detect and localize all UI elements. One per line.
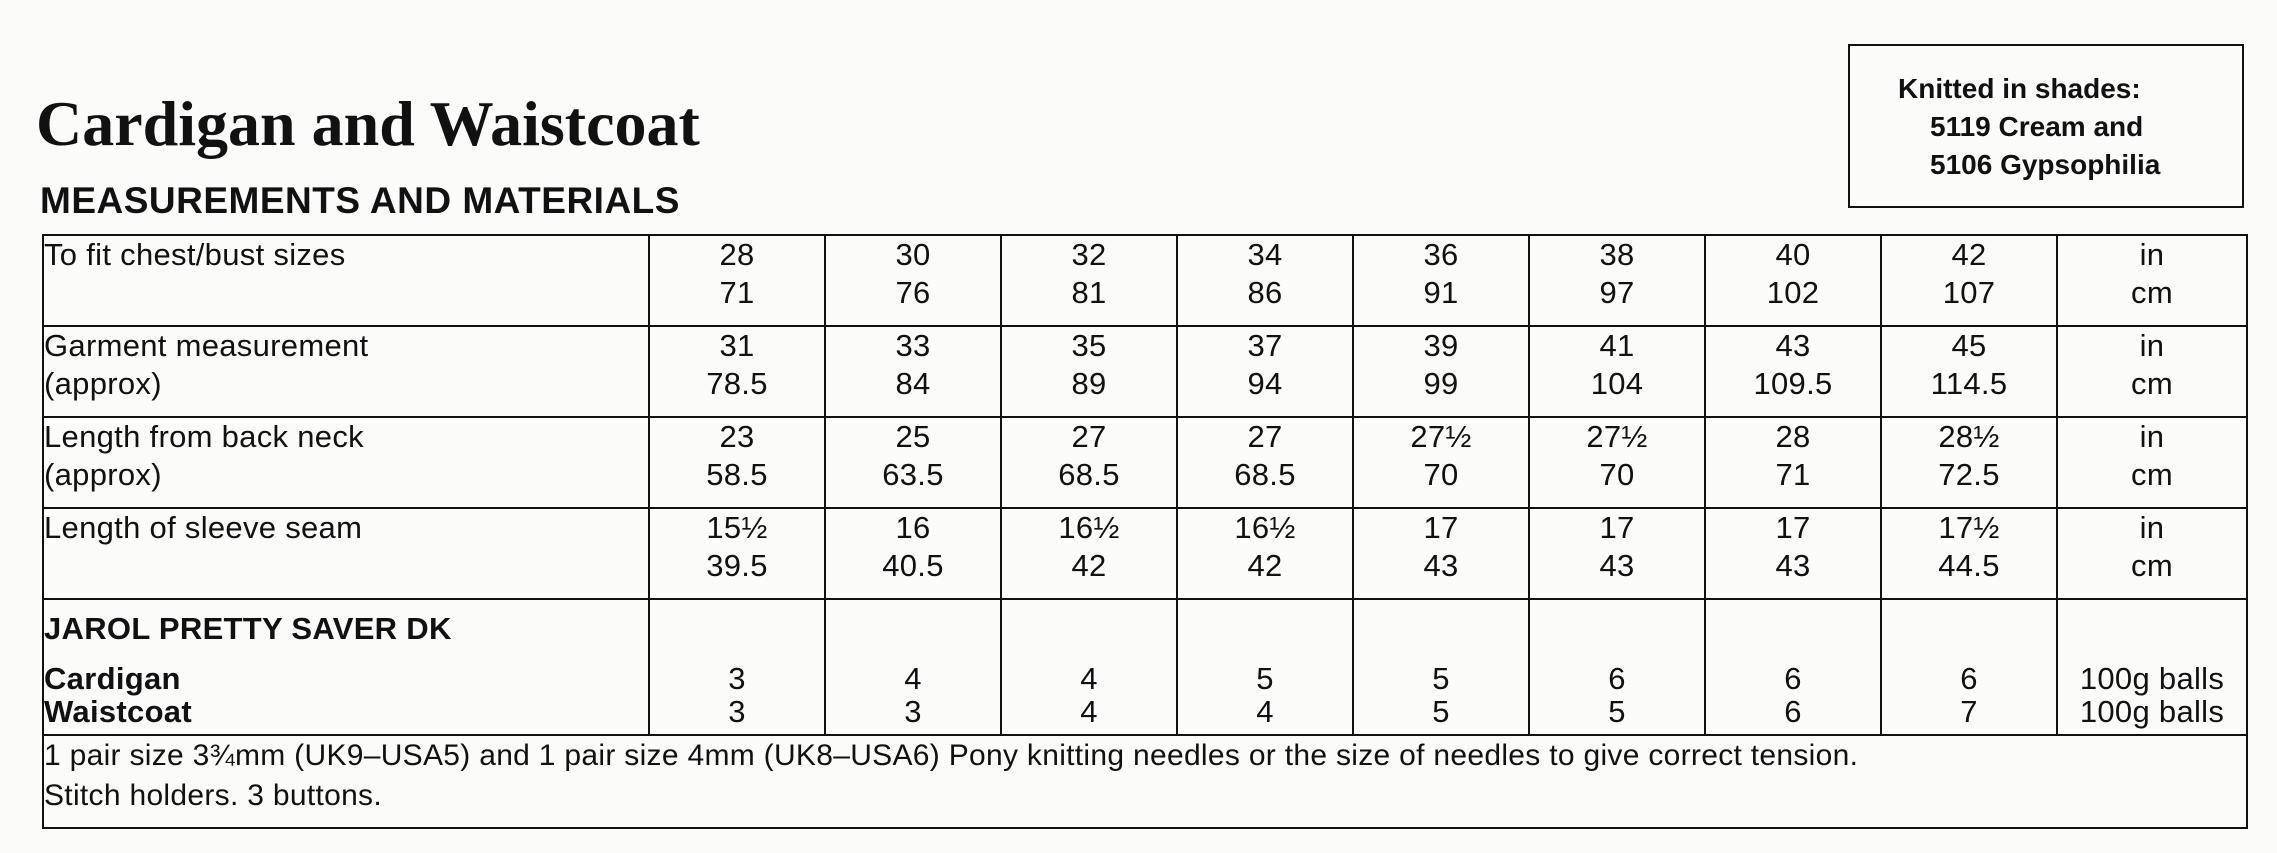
value-in: 30: [895, 237, 931, 272]
size-cell: [649, 508, 825, 599]
section-heading: MEASUREMENTS AND MATERIALS: [40, 180, 680, 221]
size-cell: [825, 508, 1001, 599]
value-in: 25: [895, 419, 931, 454]
sleeve-seam-row: [43, 508, 2247, 599]
size-cell: [1177, 508, 1353, 599]
size-cell: [1353, 326, 1529, 417]
unit-label: in: [2139, 419, 2165, 454]
unit-label: 100g balls: [2079, 694, 2225, 729]
size-cell: [825, 417, 1001, 508]
value-in: 41: [1599, 328, 1635, 363]
row-label: (approx): [44, 457, 162, 492]
measurements-table: [42, 234, 2248, 829]
value-in: 39: [1423, 328, 1459, 363]
yarn-cell: [1177, 599, 1353, 735]
yarn-item-waistcoat: Waistcoat: [44, 694, 192, 729]
unit-cell: [2057, 508, 2247, 599]
unit-cell: [2057, 417, 2247, 508]
unit-label: in: [2139, 237, 2165, 272]
row-label-cell: [43, 235, 649, 326]
unit-label: 100g balls: [2079, 661, 2225, 696]
value-cm: 70: [1423, 457, 1459, 492]
yarn-value: 5: [1432, 661, 1450, 696]
value-in: 36: [1423, 237, 1459, 272]
unit-label: in: [2139, 328, 2165, 363]
yarn-name: JAROL PRETTY SAVER DK: [44, 611, 452, 646]
value-cm: 68.5: [1234, 457, 1296, 492]
size-cell: [649, 417, 825, 508]
shade-cream: 5119 Cream and: [1930, 111, 2144, 142]
yarn-value: 5: [1608, 694, 1626, 729]
size-cell: [1705, 508, 1881, 599]
yarn-cell: [825, 599, 1001, 735]
value-cm: 78.5: [706, 366, 768, 401]
value-in: 17: [1599, 510, 1635, 545]
page-title: Cardigan and Waistcoat: [36, 88, 700, 159]
value-in: 35: [1071, 328, 1107, 363]
value-in: 17: [1775, 510, 1811, 545]
row-label: Length from back neck: [44, 419, 364, 454]
shade-gypsophilia: 5106 Gypsophilia: [1930, 149, 2161, 180]
value-in: 45: [1951, 328, 1987, 363]
back-neck-length-row: [43, 417, 2247, 508]
value-in: 42: [1951, 237, 1987, 272]
size-cell: [1001, 235, 1177, 326]
value-in: 28: [1775, 419, 1811, 454]
yarn-item-cardigan: Cardigan: [44, 661, 181, 696]
value-cm: 109.5: [1753, 366, 1833, 401]
value-in: 23: [719, 419, 755, 454]
yarn-label-cell: [43, 599, 649, 735]
value-cm: 44.5: [1938, 548, 2000, 583]
value-cm: 71: [719, 275, 755, 310]
yarn-value: 4: [1080, 694, 1098, 729]
value-in: 34: [1247, 237, 1283, 272]
row-label: Length of sleeve seam: [44, 510, 363, 545]
value-cm: 114.5: [1930, 366, 2008, 401]
yarn-value: 6: [1784, 661, 1802, 696]
value-in: 16½: [1234, 510, 1296, 545]
size-cell: [825, 326, 1001, 417]
value-in: 15½: [706, 510, 768, 545]
yarn-cell: [1001, 599, 1177, 735]
unit-cell: [2057, 326, 2247, 417]
shades-heading: Knitted in shades:: [1898, 73, 2141, 104]
size-cell: [649, 326, 825, 417]
value-cm: 76: [895, 275, 931, 310]
yarn-value: 4: [904, 661, 922, 696]
value-in: 27: [1071, 419, 1107, 454]
value-cm: 84: [895, 366, 931, 401]
value-cm: 104: [1590, 366, 1644, 401]
size-cell: [1881, 326, 2057, 417]
size-cell: [1177, 417, 1353, 508]
value-in: 31: [719, 328, 755, 363]
yarn-cell: [649, 599, 825, 735]
value-in: 40: [1775, 237, 1811, 272]
chest-size-row: [43, 235, 2247, 326]
yarn-value: 7: [1960, 694, 1978, 729]
value-cm: 63.5: [882, 457, 944, 492]
value-in: 17½: [1938, 510, 2000, 545]
value-cm: 40.5: [882, 548, 944, 583]
value-cm: 91: [1423, 275, 1459, 310]
value-cm: 71: [1775, 457, 1811, 492]
unit-label: cm: [2131, 548, 2173, 583]
value-cm: 70: [1599, 457, 1635, 492]
value-in: 38: [1599, 237, 1635, 272]
unit-label: cm: [2131, 275, 2173, 310]
size-cell: [1177, 326, 1353, 417]
yarn-value: 6: [1608, 661, 1626, 696]
yarn-value: 3: [728, 661, 746, 696]
yarn-cell: [1353, 599, 1529, 735]
value-in: 27½: [1410, 419, 1472, 454]
yarn-cell: [1529, 599, 1705, 735]
unit-label: cm: [2131, 457, 2173, 492]
value-cm: 72.5: [1938, 457, 2000, 492]
yarn-value: 4: [1080, 661, 1098, 696]
yarn-row: [43, 599, 2247, 735]
value-cm: 81: [1071, 275, 1107, 310]
value-cm: 43: [1423, 548, 1459, 583]
value-cm: 43: [1775, 548, 1811, 583]
unit-label: in: [2139, 510, 2165, 545]
size-cell: [1705, 235, 1881, 326]
size-cell: [1705, 326, 1881, 417]
value-in: 16½: [1058, 510, 1120, 545]
needles-row: [43, 735, 2247, 828]
value-in: 28: [719, 237, 755, 272]
yarn-cell: [1705, 599, 1881, 735]
yarn-value: 4: [1256, 694, 1274, 729]
size-cell: [1001, 508, 1177, 599]
size-cell: [649, 235, 825, 326]
value-in: 28½: [1938, 419, 2000, 454]
size-cell: [825, 235, 1001, 326]
size-cell: [1177, 235, 1353, 326]
size-cell: [1529, 235, 1705, 326]
value-in: 37: [1247, 328, 1283, 363]
value-cm: 107: [1942, 275, 1996, 310]
size-cell: [1353, 417, 1529, 508]
value-cm: 97: [1599, 275, 1635, 310]
yarn-value: 5: [1256, 661, 1274, 696]
value-cm: 89: [1071, 366, 1107, 401]
value-in: 27: [1247, 419, 1283, 454]
unit-cell: [2057, 235, 2247, 326]
yarn-value: 3: [904, 694, 922, 729]
needles-text: 1 pair size 3¾mm (UK9–USA5) and 1 pair size 4mm (UK8–USA6) Pony knitting needles or the size of needles to give correct tension.: [44, 739, 1859, 772]
row-label-cell: [43, 508, 649, 599]
value-cm: 94: [1247, 366, 1283, 401]
size-cell: [1705, 417, 1881, 508]
size-cell: [1881, 417, 2057, 508]
size-cell: [1001, 417, 1177, 508]
notions-text: Stitch holders. 3 buttons.: [44, 779, 382, 812]
size-cell: [1353, 508, 1529, 599]
yarn-value: 3: [728, 694, 746, 729]
row-label: (approx): [44, 366, 162, 401]
yarn-cell: [1881, 599, 2057, 735]
yarn-value: 5: [1432, 694, 1450, 729]
yarn-value: 6: [1960, 661, 1978, 696]
value-cm: 102: [1766, 275, 1820, 310]
unit-label: cm: [2131, 366, 2173, 401]
row-label-cell: [43, 326, 649, 417]
row-label: To fit chest/bust sizes: [44, 237, 346, 272]
size-cell: [1529, 417, 1705, 508]
size-cell: [1881, 235, 2057, 326]
value-cm: 39.5: [706, 548, 768, 583]
value-in: 16: [895, 510, 931, 545]
value-cm: 68.5: [1058, 457, 1120, 492]
shades-box: [1848, 44, 2244, 208]
size-cell: [1529, 326, 1705, 417]
row-label: Garment measurement: [44, 328, 369, 363]
size-cell: [1529, 508, 1705, 599]
needles-cell: [43, 735, 2247, 828]
garment-measurement-row: [43, 326, 2247, 417]
size-cell: [1881, 508, 2057, 599]
value-in: 27½: [1586, 419, 1648, 454]
yarn-value: 6: [1784, 694, 1802, 729]
row-label-cell: [43, 417, 649, 508]
value-cm: 99: [1423, 366, 1459, 401]
value-in: 43: [1775, 328, 1811, 363]
size-cell: [1353, 235, 1529, 326]
value-cm: 43: [1599, 548, 1635, 583]
value-cm: 42: [1247, 548, 1283, 583]
size-cell: [1001, 326, 1177, 417]
value-in: 33: [895, 328, 931, 363]
yarn-unit-cell: [2057, 599, 2247, 735]
value-in: 17: [1423, 510, 1459, 545]
value-cm: 86: [1247, 275, 1283, 310]
value-cm: 58.5: [706, 457, 768, 492]
value-cm: 42: [1071, 548, 1107, 583]
value-in: 32: [1071, 237, 1107, 272]
